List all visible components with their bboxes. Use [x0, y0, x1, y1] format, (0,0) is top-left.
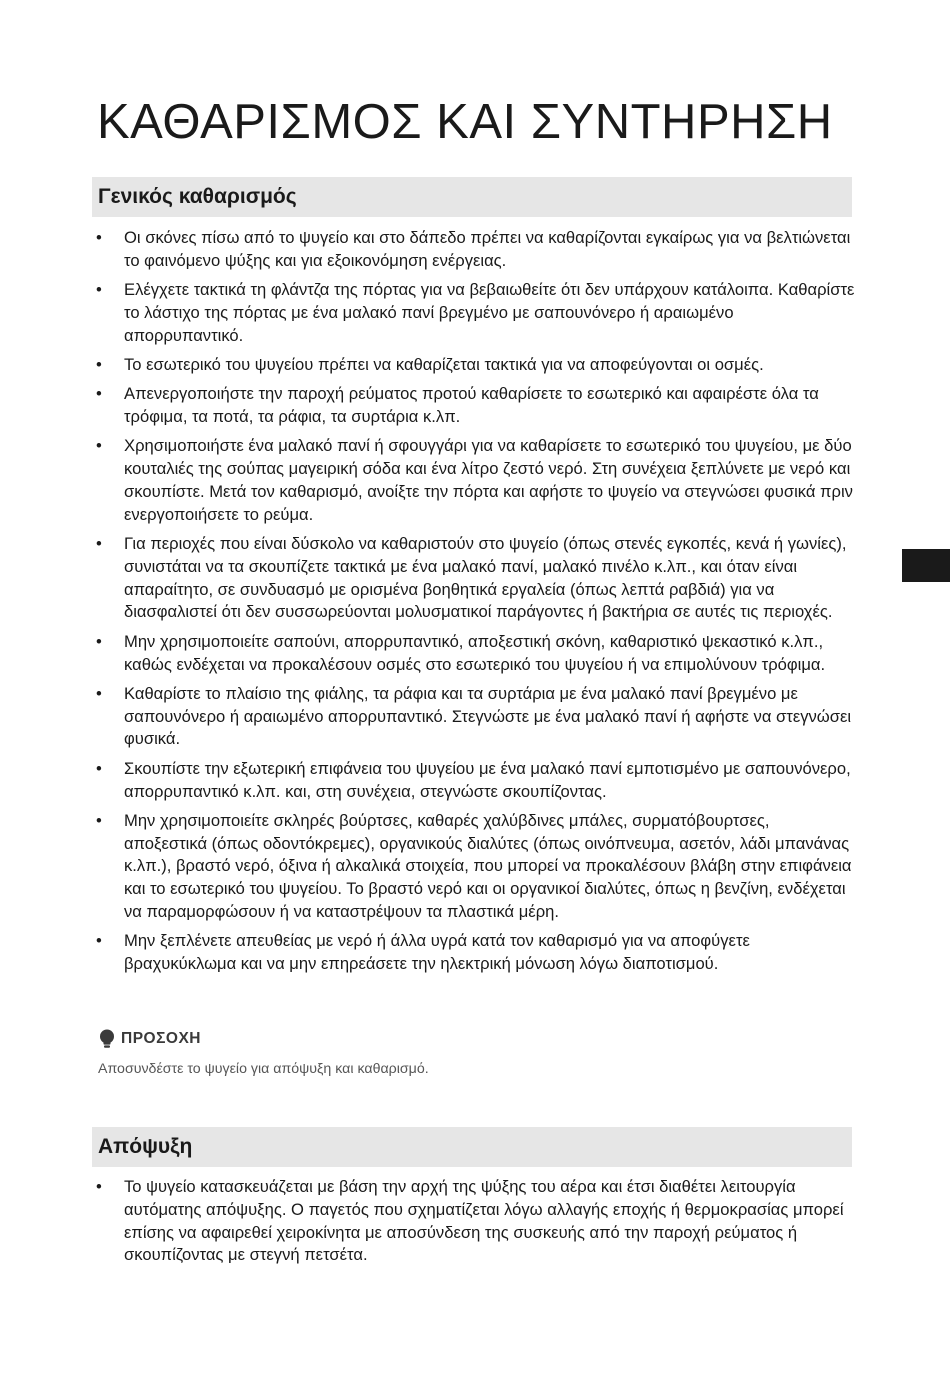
page-title: ΚΑΘΑΡΙΣΜΟΣ ΚΑΙ ΣΥΝΤΗΡΗΣΗ: [97, 95, 833, 149]
list-item: [96, 533, 856, 624]
list-item: [96, 810, 856, 924]
list-item-text: Χρησιμοποιήστε ένα μαλακό πανί ή σφουγγάρι για να καθαρίσετε το εσωτερικό του ψυγείου, με δύο κουταλιές της σούπας μαγειρική σόδα και ένα λίτρο ζεστό νερό. Στη συνέχεια ξεπλύνετε με νερό και σκουπίστε. Μετά τον καθαρισμό, ανοίξτε την πόρτα και αφήστε το ψυγείο να στεγνώσει φυσικά πριν ενεργοποιήσετε το ρεύμα.: [124, 436, 853, 524]
side-tab-marker: [902, 549, 950, 582]
list-item-text: Μην ξεπλένετε απευθείας με νερό ή άλλα υγρά κατά τον καθαρισμό για να αποφύγετε βραχυκύκλωμα και να μην επηρεάσετε την ηλεκτρική μόνωση λόγω διαποτισμού.: [124, 931, 750, 974]
list-item: [96, 930, 856, 976]
section-header-general-cleaning: [92, 177, 852, 217]
list-item: [96, 758, 856, 804]
list-item-text: Οι σκόνες πίσω από το ψυγείο και στο δάπεδο πρέπει να καθαρίζονται εγκαίρως για να βελτιώνεται το φαινόμενο ψύξης και για εξοικονόμηση ενέργειας.: [124, 228, 851, 270]
list-item: [96, 631, 856, 677]
bullet-dot: •: [96, 1177, 102, 1196]
bullet-dot: •: [96, 683, 102, 703]
bullet-dot: •: [96, 534, 102, 554]
list-item-text: Καθαρίστε το πλαίσιο της φιάλης, τα ράφια και τα συρτάρια με ένα μαλακό πανί βρεγμένο με σαπουνόνερο ή αραιωμένο απορρυπαντικό. Στεγνώστε με ένα μαλακό πανί ή αφήστε να στεγνώσει φυσικά.: [124, 683, 852, 749]
list-item: [96, 279, 856, 347]
list-item: [96, 227, 856, 273]
list-item-text: Σκουπίστε την εξωτερική επιφάνεια του ψυγείου με ένα μαλακό πανί εμποτισμένο με σαπουνόνερο, απορρυπαντικό κ.λπ. και, στη συνέχεια, στεγνώστε σκουπίζοντας.: [124, 758, 851, 801]
list-item-text: Ελέγχετε τακτικά τη φλάντζα της πόρτας για να βεβαιωθείτε ότι δεν υπάρχουν κατάλοιπα. Καθαρίστε το λάστιχο της πόρτας με ένα μαλακό πανί βρεγμένο με σαπουνόνερο ή αραιωμένο απορρυπαντικό.: [124, 280, 855, 345]
list-item-text: Το ψυγείο κατασκευάζεται με βάση την αρχή της ψύξης του αέρα και έτσι διαθέτει λειτουργία αυτόματης απόψυξης. Ο παγετός που σχηματίζεται λόγω αλλαγής εποχής ή θερμοκρασίας μπορεί επίσης να αφαιρεθεί χειροκίνητα με αποσύνδεση της συσκευής από την παροχή ρεύματος ή σκουπίζοντας με στεγνή πετσέτα.: [124, 1177, 844, 1265]
caution-note: [98, 1029, 201, 1049]
bullet-dot: •: [96, 354, 102, 374]
section-header-defrost: [92, 1127, 852, 1167]
bullet-dot: •: [96, 280, 102, 300]
list-item: [96, 1176, 856, 1267]
list-item: [96, 683, 856, 751]
list-item-text: Το εσωτερικό του ψυγείου πρέπει να καθαρίζεται τακτικά για να αποφεύγονται οι οσμές.: [124, 354, 764, 374]
caution-text: Αποσυνδέστε το ψυγείο για απόψυξη και καθαρισμό.: [98, 1061, 429, 1077]
lightbulb-icon: [98, 1029, 116, 1049]
list-item-text: Μην χρησιμοποιείτε σκληρές βούρτσες, καθαρές χαλύβδινες μπάλες, συρματόβουρτσες, αποξεστικά (όπως οδοντόκρεμες), οργανικούς διαλύτες (όπως οινόπνευμα, ασετόν, λάδι μπανάνας κ.λπ.), βραστό νερό, όξινα ή αλκαλικά στοιχεία, που μπορεί να προκαλέσουν βλάβη στην επιφάνεια και το εσωτερικό του ψυγείου. Το βραστό νερό και οι οργανικοί διαλύτες, όπως η βενζίνη, ενδέχεται να παραμορφώσουν ή να καταστρέψουν τα πλαστικά μέρη.: [124, 810, 852, 922]
list-item: [96, 354, 856, 377]
list-item: [96, 383, 856, 429]
bullet-dot: •: [96, 931, 102, 951]
list-item: [96, 435, 856, 526]
list-item-text: Απενεργοποιήστε την παροχή ρεύματος προτού καθαρίσετε το εσωτερικό και αφαιρέστε όλα τα τρόφιμα, τα ποτά, τα ράφια, τα συρτάρια κ.λπ.: [124, 384, 819, 427]
list-item-text: Μην χρησιμοποιείτε σαπούνι, απορρυπαντικό, αποξεστική σκόνη, καθαριστικό ψεκαστικό κ.λπ., καθώς ενδέχεται να προκαλέσουν οσμές στο εσωτερικό του ψυγείου ή να επιμολύνουν τρόφιμα.: [124, 631, 826, 674]
section-title: Απόψυξη: [98, 1135, 193, 1158]
section-title: Γενικός καθαρισμός: [98, 185, 297, 208]
bullet-dot: •: [96, 436, 102, 456]
bullet-dot: •: [96, 758, 102, 778]
bullet-dot: •: [96, 384, 102, 404]
defrost-list: [96, 1176, 856, 1274]
general-cleaning-list: [96, 227, 856, 982]
bullet-dot: •: [96, 631, 102, 651]
list-item-text: Για περιοχές που είναι δύσκολο να καθαριστούν στο ψυγείο (όπως στενές εγκοπές, κενά ή γωνίες), συνιστάται να τα σκουπίζετε τακτικά με ένα μαλακό πανί, μαλακό πινέλο κ.λπ., και όταν είναι απαραίτητο, σε συνδυασμό με ορισμένα βοηθητικά εργαλεία (όπως λεπτά ραβδιά) για να διασφαλιστεί ότι δεν συσσωρεύονται μολυσματικοί παράγοντες ή βακτήρια σε αυτές τις περιοχές.: [124, 534, 847, 622]
bullet-dot: •: [96, 228, 102, 247]
caution-label: ΠΡΟΣΟΧΗ: [121, 1030, 201, 1047]
bullet-dot: •: [96, 810, 102, 830]
